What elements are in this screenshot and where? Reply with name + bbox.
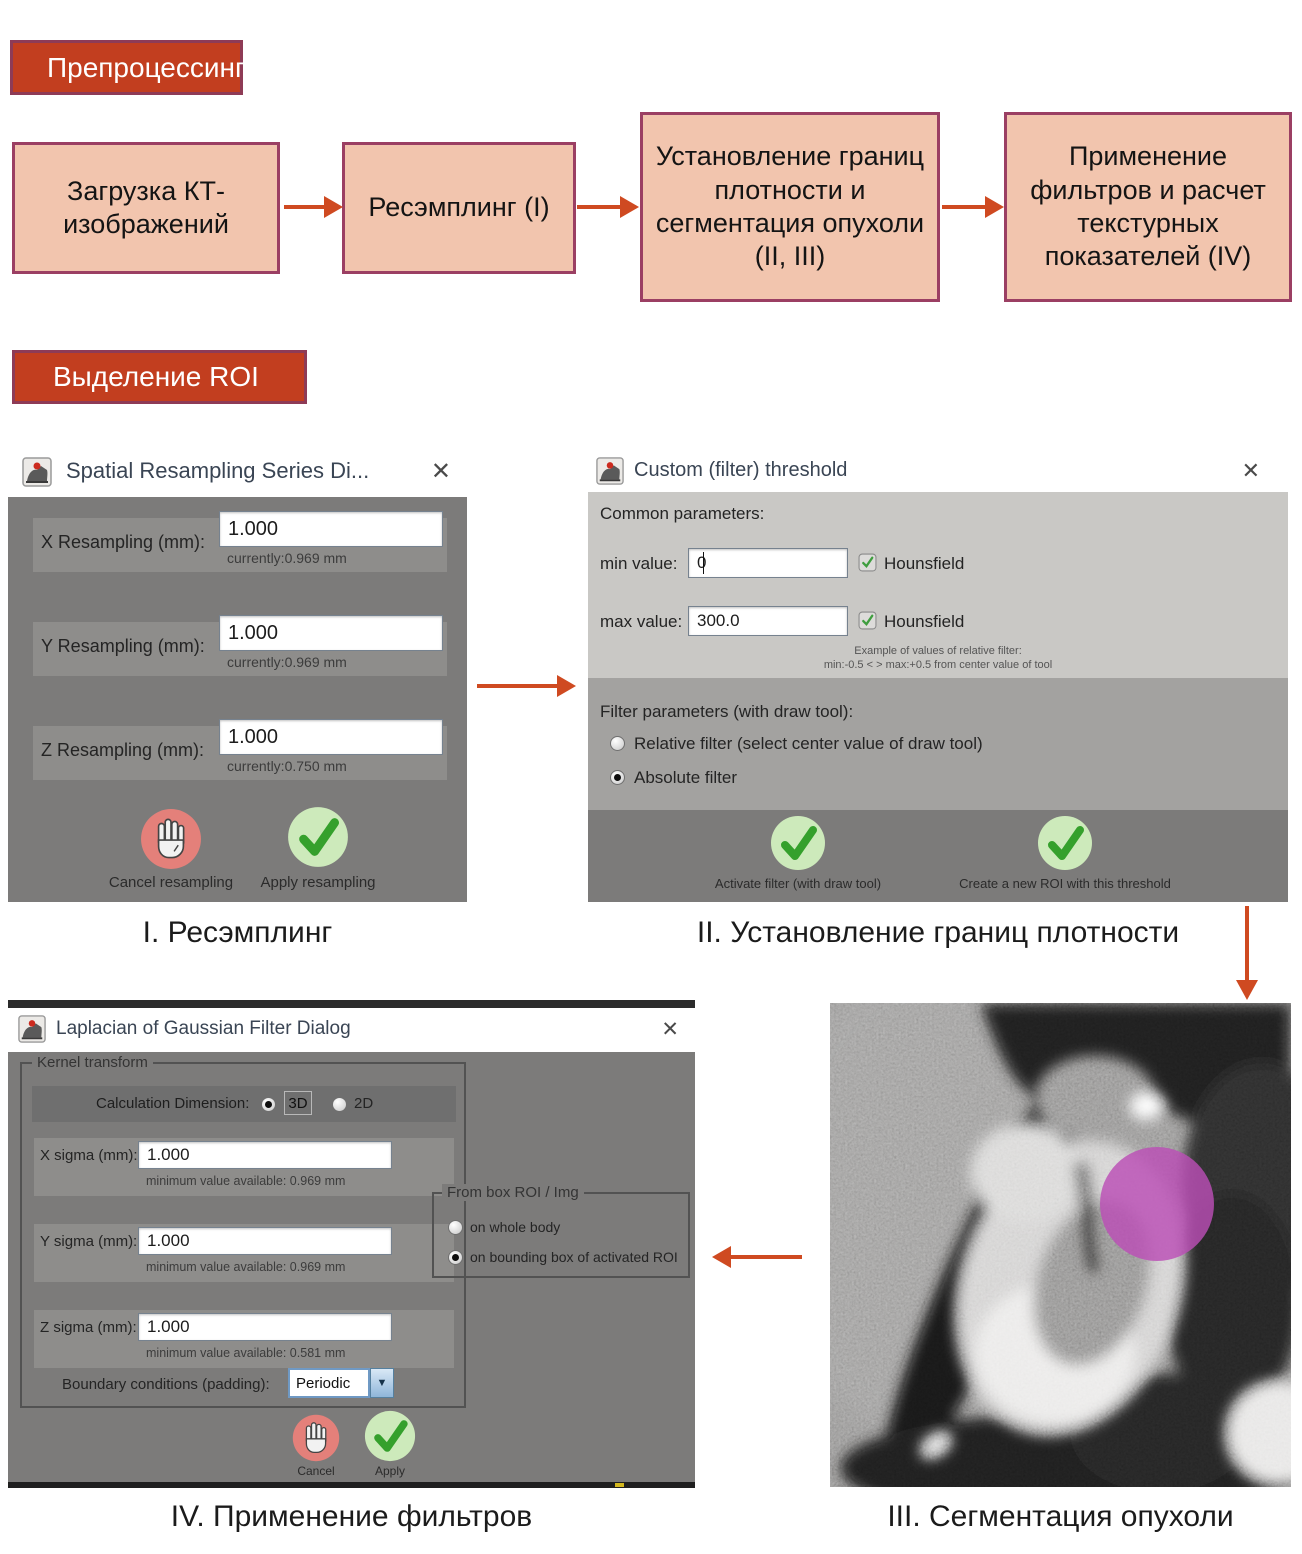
resampling-dialog-body [8, 497, 467, 902]
arrow-dialog1-dialog2-line [477, 684, 557, 688]
arrow-step2-head [620, 196, 639, 218]
arrow-dialog2-ct-line [1245, 906, 1249, 980]
arrow-dialog2-ct-head [1236, 980, 1258, 1000]
absolute-filter-radio[interactable] [610, 770, 625, 785]
arrow-step3-line [942, 205, 985, 209]
caption-resampling: I. Ресэмплинг [142, 916, 333, 949]
app-icon [22, 457, 52, 492]
flow-box-resampling [342, 142, 576, 274]
threshold-buttons-section [588, 810, 1288, 902]
x-resampling-input[interactable] [219, 511, 443, 547]
boundary-conditions-select[interactable] [288, 1368, 370, 1398]
caption-threshold: II. Установление границ плотности [696, 916, 1180, 949]
caption-segmentation: III. Сегментация опухоли [887, 1500, 1234, 1533]
dimension-3d-radio[interactable] [261, 1097, 276, 1112]
max-value-label: max value: [600, 612, 683, 631]
from-box-roi-group [432, 1184, 690, 1278]
x-resampling-note: currently:0.969 mm [227, 550, 347, 566]
log-cancel-button[interactable] [292, 1414, 340, 1467]
filter-parameters-header: Filter parameters (with draw tool): [600, 702, 854, 721]
threshold-dialog-titlebar [588, 450, 1288, 492]
example-line-2: min:-0.5 < > max:+0.5 from center value of tool [823, 659, 1053, 671]
arrow-ct-dialog4-head [712, 1246, 731, 1268]
log-cancel-label: Cancel [297, 1464, 335, 1478]
max-value-input[interactable] [688, 606, 848, 636]
activate-filter-button[interactable] [770, 815, 826, 876]
window-edge-strip [8, 1482, 695, 1488]
caption-filters: IV. Применение фильтров [170, 1500, 533, 1533]
x-sigma-note: minimum value available: 0.969 mm [146, 1174, 346, 1188]
x-resampling-label: X Resampling (mm): [41, 532, 206, 552]
x-sigma-input[interactable] [138, 1141, 392, 1169]
preprocessing-label-text: Препроцессинг [47, 51, 246, 83]
z-resampling-row [33, 726, 447, 780]
z-resampling-label: Z Resampling (mm): [41, 740, 205, 760]
y-resampling-row [33, 622, 447, 676]
hounsfield-check-icon[interactable] [858, 611, 877, 635]
flow-box-threshold-segmentation [640, 112, 940, 302]
roi-selection-label [12, 350, 307, 404]
log-apply-button[interactable] [364, 1410, 416, 1467]
kernel-transform-legend: Kernel transform [32, 1054, 153, 1071]
text-caret [703, 552, 704, 574]
y-resampling-input[interactable] [219, 615, 443, 651]
arrow-ct-dialog4-line [731, 1255, 802, 1259]
z-sigma-row [34, 1310, 454, 1368]
hounsfield-check-icon[interactable] [858, 553, 877, 577]
flow-box-load-ct [12, 142, 280, 274]
z-resampling-input[interactable] [219, 719, 443, 755]
taskbar-speck [615, 1483, 624, 1487]
calculation-dimension-label: Calculation Dimension: [96, 1095, 250, 1112]
x-sigma-row [34, 1138, 454, 1196]
create-roi-button[interactable] [1037, 815, 1093, 876]
window-edge-strip [8, 1000, 695, 1008]
x-resampling-row [33, 518, 447, 572]
activate-filter-label: Activate filter (with draw tool) [714, 876, 882, 891]
z-resampling-note: currently:0.750 mm [227, 758, 347, 774]
cancel-resampling-button[interactable] [140, 808, 202, 875]
cancel-resampling-label: Cancel resampling [108, 874, 234, 891]
y-sigma-label: Y sigma (mm): [40, 1233, 138, 1250]
max-unit-label: Hounsfield [884, 612, 965, 631]
apply-resampling-label: Apply resampling [260, 874, 376, 891]
log-dialog [8, 1000, 695, 1488]
calculation-dimension-row [32, 1086, 456, 1122]
min-value-label: min value: [600, 554, 678, 573]
from-box-roi-legend: From box ROI / Img [442, 1184, 584, 1201]
app-icon [18, 1015, 46, 1048]
z-sigma-input[interactable] [138, 1313, 392, 1341]
y-sigma-input[interactable] [138, 1227, 392, 1255]
bounding-box-radio[interactable] [448, 1250, 463, 1265]
flow-box-threshold-text: Установление границ плотности и сегментация опухоли (II, III) [655, 141, 925, 272]
resampling-dialog-title: Spatial Resampling Series Di... [66, 458, 370, 483]
dimension-3d-label: 3D [284, 1091, 312, 1115]
dimension-2d-label: 2D [354, 1095, 374, 1112]
absolute-filter-label: Absolute filter [634, 768, 737, 787]
close-icon[interactable]: ✕ [661, 1018, 679, 1041]
ct-image [830, 1003, 1291, 1487]
flow-box-filters-text: Применение фильтров и расчет текстурных показателей (IV) [1030, 141, 1266, 272]
example-line-1: Example of values of relative filter: [854, 645, 1022, 657]
arrow-step2-line [577, 205, 620, 209]
resampling-dialog-titlebar [8, 447, 467, 497]
log-dialog-title: Laplacian of Gaussian Filter Dialog [56, 1018, 351, 1039]
x-sigma-label: X sigma (mm): [40, 1147, 138, 1164]
close-icon[interactable]: ✕ [430, 458, 451, 485]
boundary-conditions-label: Boundary conditions (padding): [62, 1376, 270, 1393]
relative-filter-example [748, 644, 1128, 672]
app-icon [596, 457, 624, 490]
kernel-transform-group [20, 1054, 466, 1408]
tumor-overlay [1100, 1147, 1214, 1261]
whole-body-radio[interactable] [448, 1220, 463, 1235]
relative-filter-radio[interactable] [610, 736, 625, 751]
roi-selection-label-text: Выделение ROI [53, 361, 259, 392]
boundary-conditions-value: Periodic [296, 1374, 351, 1392]
arrow-step1-line [284, 205, 324, 209]
threshold-dialog [588, 450, 1288, 902]
preprocessing-label [10, 40, 246, 95]
y-resampling-note: currently:0.969 mm [227, 654, 347, 670]
whole-body-label: on whole body [470, 1219, 561, 1235]
y-resampling-label: Y Resampling (mm): [41, 636, 205, 656]
min-value-input[interactable] [688, 548, 848, 578]
threshold-filter-section [588, 678, 1288, 810]
flow-box-resampling-text: Ресэмплинг (I) [368, 192, 550, 223]
min-unit-label: Hounsfield [884, 554, 965, 573]
y-sigma-row [34, 1224, 454, 1282]
arrow-step3-head [985, 196, 1004, 218]
relative-filter-label: Relative filter (select center value of draw tool) [634, 734, 983, 753]
flow-box-filters [1004, 112, 1292, 302]
z-sigma-label: Z sigma (mm): [40, 1319, 137, 1336]
z-sigma-note: minimum value available: 0.581 mm [146, 1346, 346, 1360]
dropdown-arrow-icon[interactable]: ▼ [370, 1368, 394, 1398]
threshold-dialog-title: Custom (filter) threshold [634, 459, 848, 481]
dimension-2d-radio[interactable] [332, 1097, 347, 1112]
common-parameters-header: Common parameters: [600, 504, 765, 523]
create-roi-label: Create a new ROI with this threshold [959, 876, 1171, 891]
arrow-step1-head [324, 196, 343, 218]
close-icon[interactable]: ✕ [1241, 458, 1260, 483]
log-dialog-titlebar [8, 1008, 695, 1052]
log-apply-label: Apply [374, 1464, 406, 1478]
bounding-box-label: on bounding box of activated ROI [470, 1249, 678, 1265]
arrow-dialog1-dialog2-head [557, 675, 576, 697]
flow-box-load-ct-text: Загрузка КТ-изображений [63, 175, 229, 239]
apply-resampling-button[interactable] [287, 806, 349, 873]
log-dialog-body [8, 1052, 695, 1482]
y-sigma-note: minimum value available: 0.969 mm [146, 1260, 346, 1274]
resampling-dialog [8, 447, 467, 902]
threshold-common-section [588, 492, 1288, 678]
